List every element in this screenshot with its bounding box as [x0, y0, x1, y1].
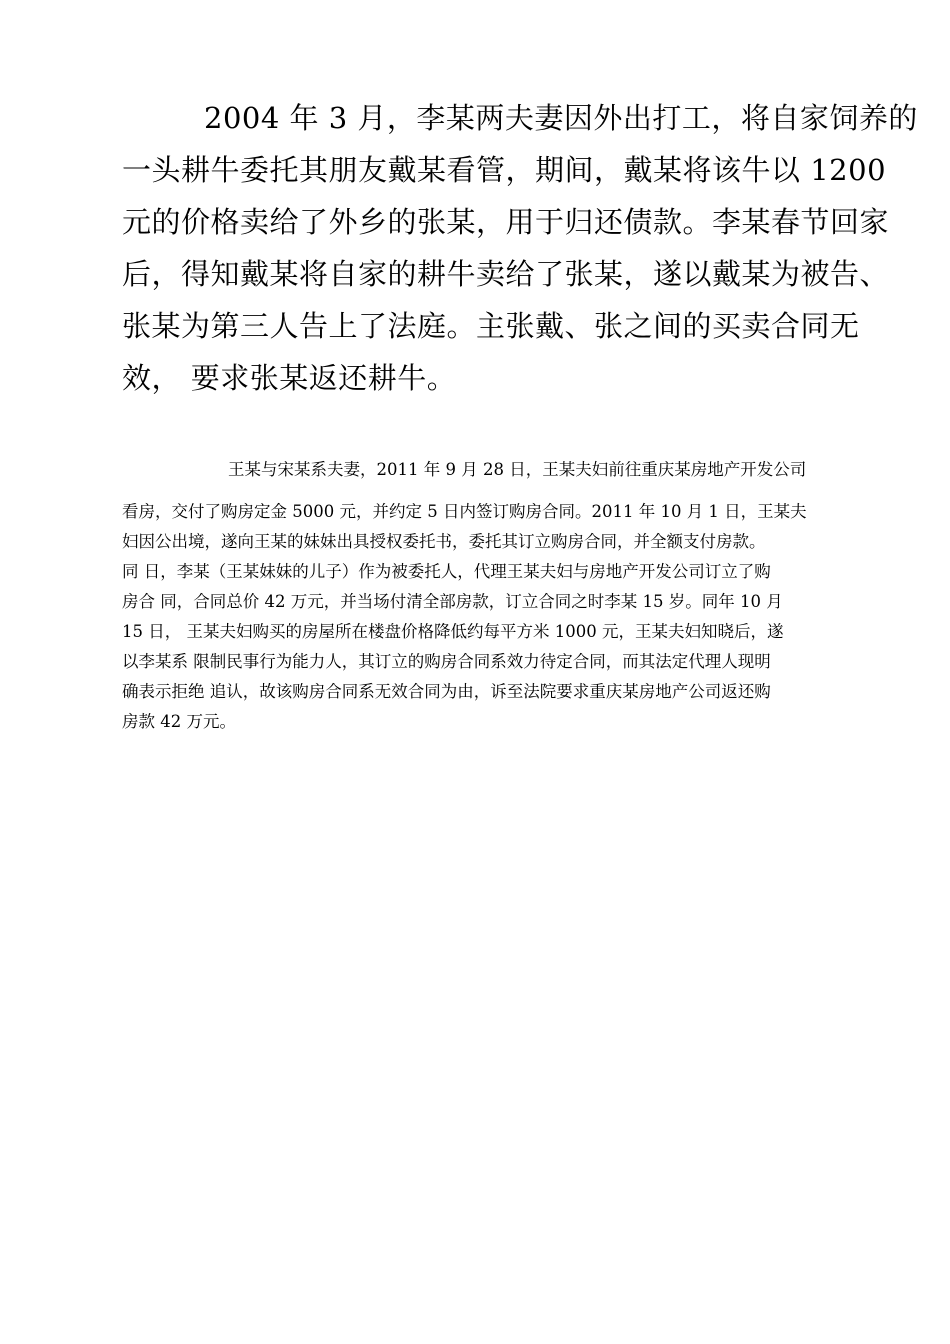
case-1-paragraph — [122, 92, 918, 404]
paragraph-line: 房款 42 万元。 — [122, 712, 236, 731]
paragraph-line: 确表示拒绝 追认，故该购房合同系无效合同为由，诉至法院要求重庆某房地产公司返还购 — [122, 682, 771, 701]
paragraph-line: 15 日， 王某夫妇购买的房屋所在楼盘价格降低约每平方米 1000 元，王某夫妇知晓后，遂 — [122, 622, 784, 641]
paragraph-line: 一头耕牛委托其朋友戴某看管，期间，戴某将该牛以 1200 — [122, 153, 887, 187]
paragraph-line: 效， 要求张某返还耕牛。 — [122, 361, 457, 395]
paragraph-line: 后，得知戴某将自家的耕牛卖给了张某，遂以戴某为被告、 — [122, 257, 890, 291]
paragraph-line: 2004 年 3 月，李某两夫妻因外出打工，将自家饲养的 — [204, 101, 918, 135]
paragraph-line: 妇因公出境，遂向王某的妹妹出具授权委托书，委托其订立购房合同，并全额支付房款。 — [122, 532, 766, 551]
paragraph-line: 看房，交付了购房定金 5000 元，并约定 5 日内签订购房合同。2011 年 10 月 1 日，王某夫 — [122, 502, 807, 521]
paragraph-line: 张某为第三人告上了法庭。主张戴、张之间的买卖合同无 — [122, 309, 860, 343]
paragraph-line: 同 日，李某（王某妹妹的儿子）作为被委托人，代理王某夫妇与房地产开发公司订立了购 — [122, 562, 771, 581]
paragraph-line: 王某与宋某系夫妻，2011 年 9 月 28 日，王某夫妇前往重庆某房地产开发公司 — [228, 460, 807, 479]
paragraph-line: 元的价格卖给了外乡的张某，用于归还债款。李某春节回家 — [122, 205, 890, 239]
paragraph-line: 以李某系 限制民事行为能力人，其订立的购房合同系效力待定合同，而其法定代理人现明 — [122, 652, 771, 671]
paragraph-line: 房合 同，合同总价 42 万元，并当场付清全部房款，订立合同之时李某 15 岁。同年 10 月 — [122, 592, 783, 611]
case-2-paragraph — [122, 455, 842, 737]
